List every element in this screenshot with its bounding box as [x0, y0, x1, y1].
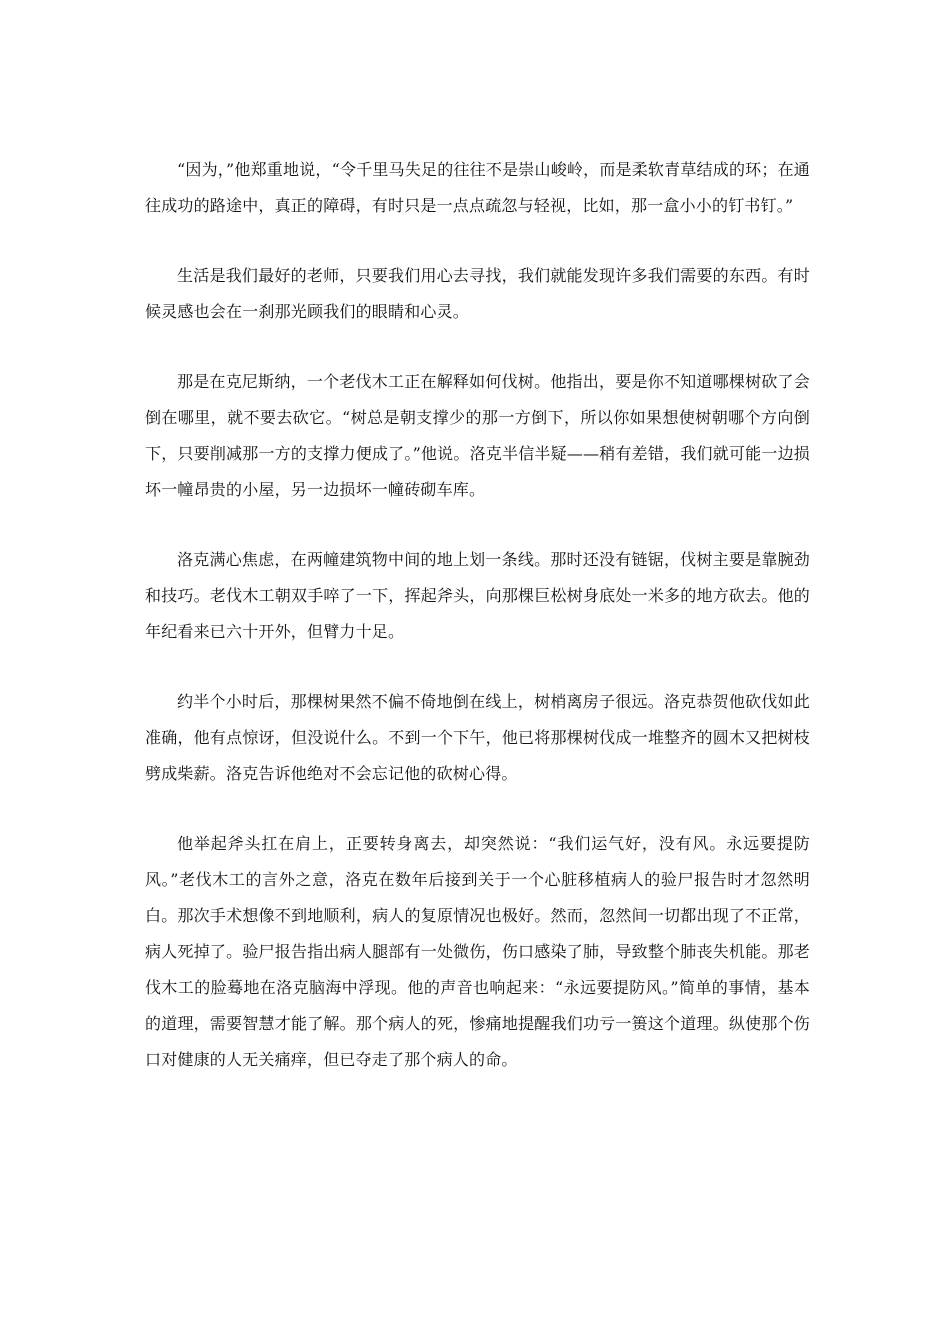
paragraph-5: 约半个小时后，那棵树果然不偏不倚地倒在线上，树梢离房子很远。洛克恭贺他砍伐如此准确，他有点惊讶，但没说什么。不到一个下午，他已将那棵树伐成一堆整齐的圆木又把树枝劈成柴薪。洛克告诉他绝对不会忘记他的砍树心得。: [145, 692, 810, 783]
paragraph-3: 那是在克尼斯纳，一个老伐木工正在解释如何伐树。他指出，要是你不知道哪棵树砍了会倒在哪里，就不要去砍它。“树总是朝支撑少的那一方倒下，所以你如果想使树朝哪个方向倒下，只要削减那一方的支撑力便成了。”他说。洛克半信半疑——稍有差错，我们就可能一边损坏一幢昂贵的小屋，另一边损坏一幢砖砌车库。: [145, 372, 810, 499]
paragraph-6: 他举起斧头扛在肩上，正要转身离去，却突然说：“我们运气好，没有风。永远要提防风。”老伐木工的言外之意，洛克在数年后接到关于一个心脏移植病人的验尸报告时才忽然明白。那次手术想像不到地顺利，病人的复原情况也极好。然而，忽然间一切都出现了不正常，病人死掉了。验尸报告指出病人腿部有一处微伤，伤口感染了肺，导致整个肺丧失机能。那老伐木工的脸蓦地在洛克脑海中浮现。他的声音也响起来：“永远要提防风。”简单的事情，基本的道理，需要智慧才能了解。那个病人的死，惨痛地提醒我们功亏一篑这个道理。纵使那个伤口对健康的人无关痛痒，但已夺走了那个病人的命。: [145, 834, 810, 1069]
paragraph-2: 生活是我们最好的老师，只要我们用心去寻找，我们就能发现许多我们需要的东西。有时候灵感也会在一刹那光顾我们的眼睛和心灵。: [145, 266, 810, 321]
paragraph-4: 洛克满心焦虑，在两幢建筑物中间的地上划一条线。那时还没有链锯，伐树主要是靠腕劲和技巧。老伐木工朝双手啐了一下，挥起斧头，向那棵巨松树身底处一米多的地方砍去。他的年纪看来已六十开外，但臂力十足。: [145, 550, 810, 641]
paragraph-1: “因为，”他郑重地说，“令千里马失足的往往不是崇山峻岭，而是柔软青草结成的环；在通往成功的路途中，真正的障碍，有时只是一点点疏忽与轻视，比如，那一盒小小的钉书钉。”: [145, 160, 810, 215]
document-page: [145, 152, 810, 1112]
